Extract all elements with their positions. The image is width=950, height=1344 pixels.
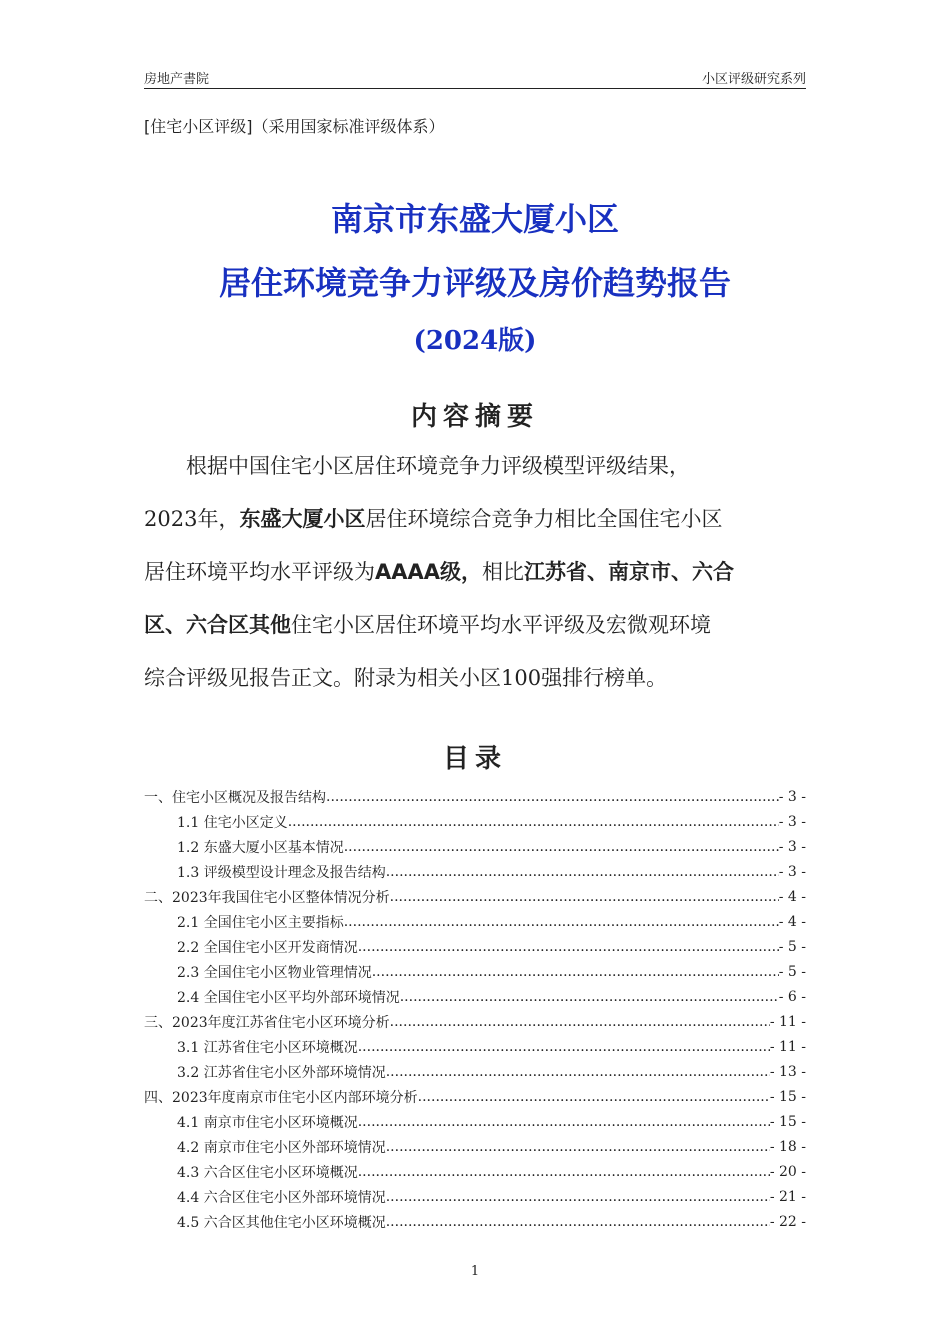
title-line-2: 居住环境竞争力评级及房价趋势报告 bbox=[218, 264, 731, 302]
toc-item[interactable]: 2.3 全国住宅小区物业管理情况 ..... - 5 - bbox=[144, 959, 806, 984]
toc-heading: 目录 bbox=[442, 744, 507, 774]
toc-item[interactable]: 2.1 全国住宅小区主要指标 ..... - 4 - bbox=[144, 909, 806, 934]
toc-item[interactable]: 二、2023年我国住宅小区整体情况分析 ..... - 4 - bbox=[144, 884, 806, 909]
abstract-line-5: 综合评级见报告正文。附录为相关小区100强排行榜单。 bbox=[144, 666, 668, 690]
abstract-line-2: 2023年，东盛大厦小区居住环境综合竞争力相比全国住宅小区 bbox=[144, 507, 723, 531]
toc-item[interactable]: 3.2 江苏省住宅小区外部环境情况 ..... - 13 - bbox=[144, 1059, 806, 1084]
toc-item[interactable]: 4.1 南京市住宅小区环境概况 ..... - 15 - bbox=[144, 1109, 806, 1134]
toc-item[interactable]: 2.2 全国住宅小区开发商情况 ..... - 5 - bbox=[144, 934, 806, 959]
header-left: 房地产書院 bbox=[144, 72, 210, 87]
abstract-line-1: 根据中国住宅小区居住环境竞争力评级模型评级结果， bbox=[186, 454, 690, 478]
title-line-1: 南京市东盛大厦小区 bbox=[330, 200, 619, 238]
abstract-heading: 内容摘要 bbox=[410, 402, 539, 432]
toc-item[interactable]: 1.3 评级模型设计理念及报告结构 ..... - 3 - bbox=[144, 859, 806, 884]
header-right: 小区评级研究系列 bbox=[701, 72, 806, 87]
table-of-contents bbox=[144, 784, 806, 1234]
toc-item[interactable]: 4.4 六合区住宅小区外部环境情况 ..... - 21 - bbox=[144, 1184, 806, 1209]
toc-item[interactable]: 4.5 六合区其他住宅小区环境概况 ..... - 22 - bbox=[144, 1209, 806, 1234]
toc-item[interactable]: 三、2023年度江苏省住宅小区环境分析 ..... - 11 - bbox=[144, 1009, 806, 1034]
abstract-body bbox=[144, 440, 808, 705]
toc-item[interactable]: 1.2 东盛大厦小区基本情况 ..... - 3 - bbox=[144, 834, 806, 859]
toc-item[interactable]: 一、住宅小区概况及报告结构 ..... - 3 - bbox=[144, 784, 806, 809]
title-edition: (2024版) bbox=[413, 326, 537, 356]
toc-item[interactable]: 4.3 六合区住宅小区环境概况 ..... - 20 - bbox=[144, 1159, 806, 1184]
toc-item[interactable]: 4.2 南京市住宅小区外部环境情况 ..... - 18 - bbox=[144, 1134, 806, 1159]
abstract-line-4: 区、六合区其他住宅小区居住环境平均水平评级及宏微观环境 bbox=[144, 613, 711, 637]
toc-item[interactable]: 四、2023年度南京市住宅小区内部环境分析 ..... - 15 - bbox=[144, 1084, 806, 1109]
toc-item[interactable]: 2.4 全国住宅小区平均外部环境情况 ..... - 6 - bbox=[144, 984, 806, 1009]
report-tag: [住宅小区评级]（采用国家标准评级体系） bbox=[144, 117, 445, 136]
toc-item[interactable]: 3.1 江苏省住宅小区环境概况 ..... - 11 - bbox=[144, 1034, 806, 1059]
toc-item[interactable]: 1.1 住宅小区定义 ..... - 3 - bbox=[144, 809, 806, 834]
page-number: 1 bbox=[470, 1264, 480, 1279]
abstract-line-3: 居住环境平均水平评级为AAAA级，相比江苏省、南京市、六合 bbox=[144, 560, 735, 584]
page-header bbox=[144, 66, 806, 89]
